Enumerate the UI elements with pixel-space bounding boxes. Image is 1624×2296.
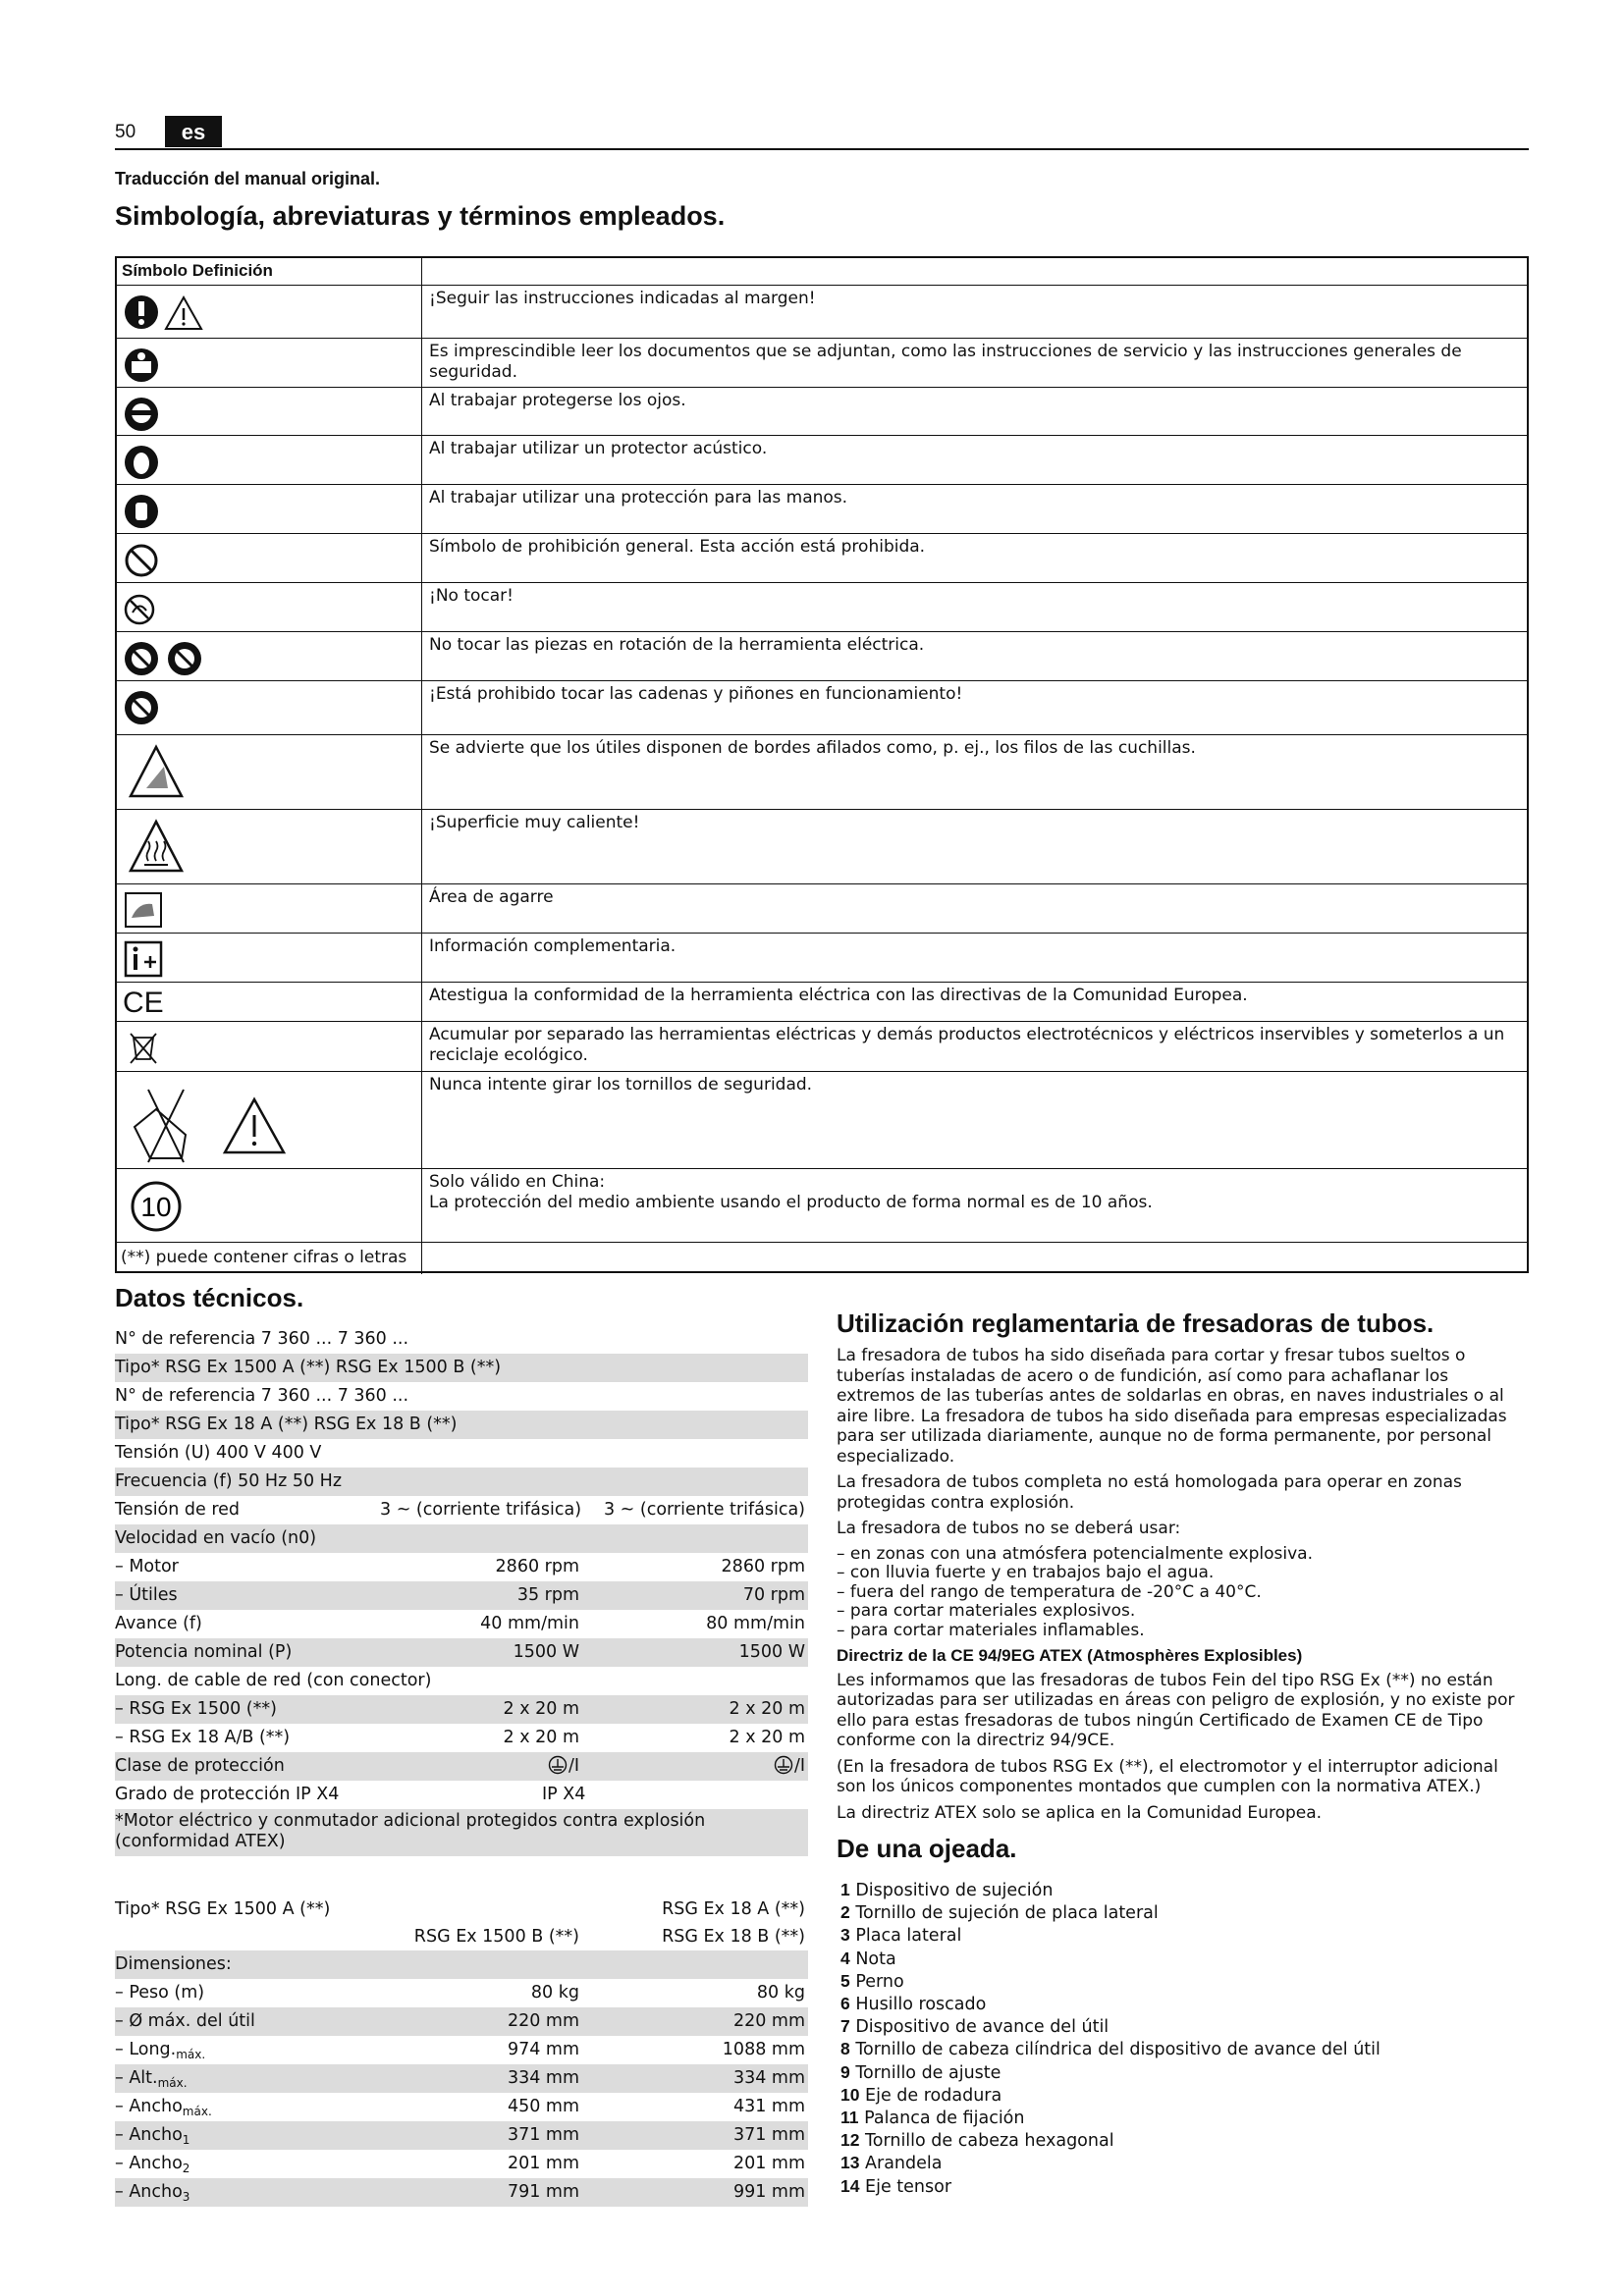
row-value-1: 1500 W: [513, 1642, 579, 1662]
tech-data-table: [115, 1325, 808, 1856]
translation-note: Traducción del manual original.: [115, 169, 381, 188]
language-badge: es: [165, 116, 222, 147]
usage-list: [837, 1545, 1529, 1641]
item-number: 9: [840, 2061, 850, 2082]
table-row: [115, 1553, 808, 1581]
table-row: [117, 809, 1527, 884]
table-row: [115, 1610, 808, 1638]
item-text: Nota: [855, 1949, 896, 1969]
list-item: – para cortar materiales explosivos.: [837, 1601, 1136, 1621]
item-number: 5: [840, 1970, 850, 1991]
list-item: [840, 2061, 1380, 2084]
table-row: [115, 2036, 808, 2064]
table-row: [117, 680, 1527, 735]
grip-area-icon: [123, 890, 166, 930]
info-icon: [123, 939, 166, 979]
row-value-2: 2860 rpm: [721, 1557, 805, 1576]
table-row: [117, 285, 1527, 339]
row-label: Avance (f): [115, 1614, 202, 1633]
row-label: – Motor: [115, 1557, 179, 1576]
dims-col2-header-1: RSG Ex 18 A (**): [662, 1899, 805, 1919]
list-item: [840, 2015, 1380, 2038]
no-chains-icon: [123, 689, 162, 728]
protection-class-icon: [773, 1755, 794, 1775]
row-label: Long. de cable de red (con conector): [115, 1671, 432, 1690]
row-label: N° de referencia 7 360 ... 7 360 ...: [115, 1329, 409, 1349]
dims-type-label: Tipo* RSG Ex 1500 A (**): [115, 1899, 331, 1919]
row-text: No tocar las piezas en rotación de la herramienta eléctrica.: [429, 635, 925, 655]
row-label-sub: máx.: [157, 2076, 188, 2090]
table-header-row: [117, 258, 1527, 285]
row-value-2: 3 ~ (corriente trifásica): [603, 1500, 805, 1520]
table-row: [115, 1496, 808, 1524]
row-label: Grado de protección IP X4: [115, 1785, 340, 1804]
list-item: – fuera del rango de temperatura de -20°C a 40°C.: [837, 1581, 1262, 1602]
item-text: Tornillo de ajuste: [855, 2062, 1001, 2083]
item-number: 13: [840, 2153, 860, 2173]
item-text: Arandela: [865, 2154, 943, 2174]
dims-col2-header-2: RSG Ex 18 B (**): [662, 1927, 805, 1947]
row-text: ¡No tocar!: [429, 586, 514, 606]
row-value-1: 35 rpm: [516, 1585, 579, 1605]
table-row: [117, 1168, 1527, 1243]
list-item: [840, 1924, 1380, 1947]
table-row: [117, 883, 1527, 934]
footnote: (**) puede contener cifras o letras: [121, 1248, 407, 1267]
header-rule: [115, 148, 1529, 150]
item-text: Dispositivo de avance del útil: [855, 2017, 1110, 2038]
usage-paragraph: La fresadora de tubos ha sido diseñada para cortar y fresar tubos sueltos o tuberías instaladas de acero o de fundición, así como para achaflanar los extremos de las tuberías antes de soldarlas en obras, en naves industriales o al aire libre. La fresadora de tubos ha sido diseñada para empresas especializadas para ser utilizada diariamente, aunque no de forma permanente, por personal especializado.: [837, 1346, 1507, 1467]
row-value-1: 2860 rpm: [495, 1557, 579, 1576]
row-text: Al trabajar protegerse los ojos.: [429, 391, 686, 410]
row-value-1: 2 x 20 m: [503, 1699, 579, 1719]
item-number: 11: [840, 2108, 859, 2128]
item-number: 7: [840, 2016, 850, 2037]
row-value-2: 80 kg: [756, 1983, 805, 2002]
usage-title: Utilización reglamentaria de fresadoras de tubos.: [837, 1308, 1435, 1338]
item-text: Eje de rodadura: [865, 2085, 1002, 2106]
item-number: 6: [840, 1994, 850, 2014]
item-number: 2: [840, 1902, 850, 1923]
row-value-1: 220 mm: [507, 2011, 579, 2031]
row-text: Área de agarre: [429, 887, 554, 907]
table-row: [115, 1638, 808, 1667]
item-number: 3: [840, 1925, 850, 1946]
protection-class-icon: [547, 1755, 568, 1775]
china-eco-10-icon: [127, 1177, 186, 1236]
item-text: Tornillo de cabeza hexagonal: [865, 2131, 1114, 2152]
row-label: Potencia nominal (P): [115, 1642, 293, 1662]
page-number: 50: [115, 122, 136, 142]
table-row: [115, 1524, 808, 1553]
row-value-1: 40 mm/min: [480, 1614, 579, 1633]
table-row: [117, 387, 1527, 436]
row-label-sub: 3: [182, 2190, 190, 2204]
table-header: Símbolo Definición: [122, 261, 273, 280]
list-item: – con lluvia fuerte y en trabajos bajo el agua.: [837, 1563, 1215, 1582]
row-label: Tipo* RSG Ex 1500 A (**) RSG Ex 1500 B (**): [115, 1358, 502, 1377]
table-row: [117, 582, 1527, 632]
usage-paragraph: La directriz ATEX solo se aplica en la Comunidad Europea.: [837, 1802, 1323, 1823]
table-row: [115, 1411, 808, 1439]
table-row: [115, 1781, 808, 1809]
row-value-1: /I: [547, 1752, 579, 1781]
hand-protection-icon: [123, 493, 162, 530]
row-label: Clase de protección: [115, 1756, 285, 1776]
row-label: – Ø máx. del útil: [115, 2011, 255, 2031]
row-text: ¡Seguir las instrucciones indicadas al margen!: [429, 289, 816, 308]
eye-protection-icon: [123, 396, 162, 433]
item-text: Dispositivo de sujeción: [855, 1881, 1054, 1900]
item-text: Tornillo de sujeción de placa lateral: [855, 1903, 1159, 1924]
usage-text: [837, 1346, 1529, 1829]
row-value-2: 1088 mm: [722, 2040, 805, 2059]
row-label-sub: 1: [182, 2133, 190, 2147]
row-label: – RSG Ex 18 A/B (**): [115, 1728, 291, 1747]
row-text: ¡Superficie muy caliente!: [429, 813, 640, 832]
row-value-1: 2 x 20 m: [503, 1728, 579, 1747]
list-item: [840, 2038, 1380, 2060]
list-item: [840, 1970, 1380, 1993]
weee-bin-icon: [127, 1028, 160, 1067]
list-item: [840, 2084, 1380, 2107]
row-value-2: 371 mm: [732, 2125, 805, 2145]
dims-header: [115, 1896, 808, 1950]
row-label: N° de referencia 7 360 ... 7 360 ...: [115, 1386, 409, 1406]
item-number: 4: [840, 1948, 850, 1968]
table-row: [115, 1667, 808, 1695]
row-label: Tipo* RSG Ex 18 A (**) RSG Ex 18 B (**): [115, 1415, 458, 1434]
symbols-title: Simbología, abreviaturas y términos empleados.: [115, 201, 726, 231]
item-text: Perno: [855, 1971, 904, 1992]
usage-paragraph: La fresadora de tubos no se deberá usar:: [837, 1519, 1181, 1538]
row-label: – $Alt._{máx.}$: [115, 2068, 188, 2090]
hot-surface-icon: [127, 818, 186, 877]
row-value-2: /I: [773, 1752, 805, 1781]
table-row: [115, 1382, 808, 1411]
row-text: Información complementaria.: [429, 936, 677, 956]
row-value-2: 2 x 20 m: [729, 1728, 805, 1747]
atex-heading: Directriz de la CE 94/9EG ATEX (Atmosphères Explosibles): [837, 1646, 1303, 1665]
table-row: [115, 2178, 808, 2207]
row-text: ¡Está prohibido tocar las cadenas y piñones en funcionamiento!: [429, 684, 963, 704]
table-footnote-row: [117, 1242, 1527, 1274]
china-eco-10-label: 10: [140, 1192, 172, 1222]
table-row: [117, 533, 1527, 583]
item-text: Tornillo de cabeza cilíndrica del dispositivo de avance del útil: [855, 2040, 1380, 2060]
row-label: – Ancho$_3$: [115, 2182, 190, 2204]
row-label-sub: máx.: [182, 2105, 212, 2118]
item-text: Husillo roscado: [855, 1995, 987, 2015]
list-item: [840, 1948, 1380, 1970]
item-text: Eje tensor: [865, 2176, 952, 2197]
table-row: [117, 933, 1527, 983]
row-text: Atestigua la conformidad de la herramienta eléctrica con las directivas de la Comunidad Europea.: [429, 986, 1248, 1005]
table-row: [115, 2064, 808, 2093]
list-item: [840, 1879, 1380, 1901]
table-row: [115, 2121, 808, 2150]
table-row: [117, 1071, 1527, 1169]
parts-list: [840, 1879, 1380, 2198]
item-number: 8: [840, 2039, 850, 2059]
table-row: [117, 1021, 1527, 1072]
table-row: [117, 338, 1527, 388]
table-row: [115, 1581, 808, 1610]
row-value-2: 334 mm: [732, 2068, 805, 2088]
table-row: [115, 1724, 808, 1752]
item-number: 10: [840, 2084, 860, 2105]
row-label-sub: máx.: [176, 2048, 206, 2061]
row-value-1: 371 mm: [507, 2125, 579, 2145]
ear-protection-icon: [123, 444, 162, 481]
row-text: Al trabajar utilizar una protección para las manos.: [429, 488, 848, 507]
item-number: 14: [840, 2175, 860, 2196]
table-row: [117, 734, 1527, 810]
row-value-1: 3 ~ (corriente trifásica): [380, 1500, 582, 1520]
row-value-2: 70 rpm: [742, 1585, 805, 1605]
table-row: [117, 631, 1527, 681]
row-text: Solo válido en China: La protección del medio ambiente usando el producto de forma normal es de 10 años.: [429, 1172, 1153, 1212]
dims-col1-header: RSG Ex 1500 B (**): [413, 1927, 579, 1947]
row-value-2: 2 x 20 m: [729, 1699, 805, 1719]
table-row: [115, 2150, 808, 2178]
list-item: – en zonas con una atmósfera potencialmente explosiva.: [837, 1543, 1313, 1564]
list-item: [840, 1993, 1380, 2015]
row-value-2: 80 mm/min: [706, 1614, 805, 1633]
row-value-1: 791 mm: [507, 2182, 579, 2202]
list-item: [840, 1901, 1380, 1924]
table-row: [117, 435, 1527, 485]
mandatory-instruction-icon: [123, 294, 211, 333]
no-screws-icon: [127, 1080, 294, 1164]
row-label: – $Long._{máx.}$: [115, 2040, 206, 2061]
table-row: [117, 484, 1527, 534]
row-label: – Peso (m): [115, 1983, 205, 2002]
table-row: [115, 1354, 808, 1382]
row-text: Símbolo de prohibición general. Esta acción está prohibida.: [429, 537, 926, 557]
symbols-table: [115, 256, 1529, 1273]
row-label: – Ancho$_{máx.}$: [115, 2097, 212, 2118]
row-label: – Ancho$_2$: [115, 2154, 190, 2175]
row-text: Es imprescindible leer los documentos que se adjuntan, como las instrucciones de servicio y las instrucciones generales de seguridad.: [429, 342, 1462, 382]
table-row: [115, 1979, 808, 2007]
row-value-2: 431 mm: [732, 2097, 805, 2116]
list-item: [840, 2175, 1380, 2198]
list-item: [840, 2152, 1380, 2174]
row-value-1: 334 mm: [507, 2068, 579, 2088]
tech-title: Datos técnicos.: [115, 1283, 304, 1312]
list-item: [840, 2107, 1380, 2129]
no-rotating-parts-icon: [123, 640, 211, 679]
tech-note: *Motor eléctrico y conmutador adicional protegidos contra explosión (conformidad ATEX): [115, 1809, 808, 1856]
item-text: Palanca de fijación: [864, 2109, 1025, 2129]
row-label: – Útiles: [115, 1585, 178, 1605]
row-value-1: 450 mm: [507, 2097, 579, 2116]
table-row: [115, 1439, 808, 1468]
row-value-2: 220 mm: [732, 2011, 805, 2031]
item-number: 1: [840, 1880, 850, 1899]
usage-paragraph: (En la fresadora de tubos RSG Ex (**), el electromotor y el interruptor adicional son los únicos componentes montados que cumplen con la normativa ATEX.): [837, 1756, 1498, 1796]
read-manual-icon: [123, 347, 162, 384]
table-row: [115, 2007, 808, 2036]
row-text: Se advierte que los útiles disponen de bordes afilados como, p. ej., los filos de las cuchillas.: [429, 738, 1196, 758]
row-value-1: 201 mm: [507, 2154, 579, 2173]
row-label: Frecuencia (f) 50 Hz 50 Hz: [115, 1471, 343, 1491]
list-item: [840, 2129, 1380, 2152]
overview-title: De una ojeada.: [837, 1834, 1017, 1863]
item-text: Placa lateral: [855, 1926, 962, 1947]
dims-heading-row: Dimensiones:: [115, 1950, 808, 1979]
row-text: Al trabajar utilizar un protector acústico.: [429, 439, 768, 458]
list-item: – para cortar materiales inflamables.: [837, 1620, 1145, 1640]
row-text: Acumular por separado las herramientas eléctricas y demás productos electrotécnicos y eléctricos inservibles y someterlos a un reciclaje ecológico.: [429, 1025, 1505, 1065]
row-text: Nunca intente girar los tornillos de seguridad.: [429, 1075, 813, 1095]
row-label: – Ancho$_1$: [115, 2125, 190, 2147]
row-value-2: 1500 W: [738, 1642, 805, 1662]
row-value-1: 974 mm: [507, 2040, 579, 2059]
ce-mark-icon: CE: [123, 987, 164, 1019]
table-row: [115, 2093, 808, 2121]
row-value-2: 201 mm: [732, 2154, 805, 2173]
row-value-1: IP X4: [542, 1785, 586, 1804]
item-number: 12: [840, 2130, 860, 2151]
prohibition-icon: [123, 542, 162, 579]
table-row: [115, 1752, 808, 1781]
table-row: [117, 982, 1527, 1022]
row-label: Tensión (U) 400 V 400 V: [115, 1443, 322, 1463]
table-row: [115, 1695, 808, 1724]
no-touch-icon: [123, 593, 162, 628]
row-label: – RSG Ex 1500 (**): [115, 1699, 277, 1719]
row-value-1: 80 kg: [530, 1983, 579, 2002]
row-label-sub: 2: [182, 2162, 190, 2175]
table-row: [115, 1468, 808, 1496]
sharp-edges-warning-icon: [127, 743, 186, 802]
usage-paragraph: Les informamos que las fresadoras de tubos Fein del tipo RSG Ex (**) no están autorizadas para ser utilizadas en áreas con peligro de explosión, y no existe por ello para estas fresadoras de tubos ningún Certificado de Examen CE de Tipo conforme con la directriz 94/9CE.: [837, 1670, 1515, 1750]
row-value-2: 991 mm: [732, 2182, 805, 2202]
dimensions-table: [115, 1896, 808, 2207]
usage-paragraph: La fresadora de tubos completa no está homologada para operar en zonas protegidas contra explosión.: [837, 1472, 1462, 1513]
row-label: Velocidad en vacío (n0): [115, 1528, 317, 1548]
table-row: [115, 1325, 808, 1354]
row-label: Tensión de red: [115, 1500, 241, 1520]
